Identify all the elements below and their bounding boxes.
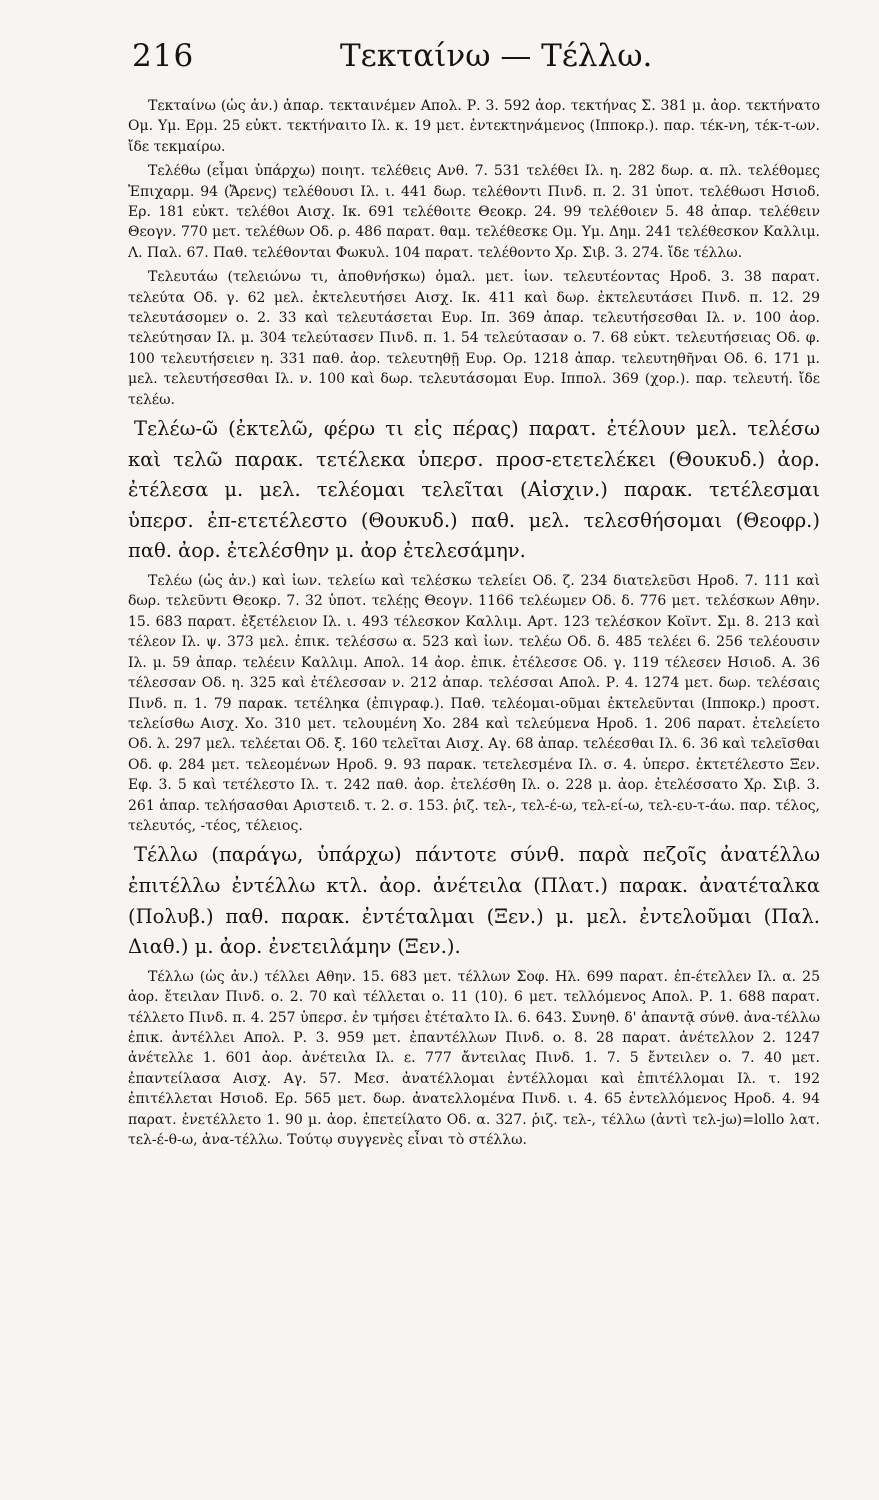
entry-tello-forms: [128, 967, 820, 1151]
entry-telethо: [128, 161, 820, 263]
entry-teleo-forms: [128, 571, 820, 836]
entry-tektaino: [128, 96, 820, 157]
entry-teleo-main: [128, 414, 820, 567]
entry-text: Τελέθω (εἶμαι ὑπάρχω) ποιητ. τελέθεις Ανθ. 7. 531 τελέθει Ιλ. η. 282 δωρ. α. πλ. τελέθομες Ἐπιχαρμ. 94 (Ἄρενς) τελέθουσι Ιλ. ι. 441 δωρ. τελέθοντι Πινδ. π. 2. 31 ὑποτ. τελέθωσι Ησιοδ. Ερ. 181 εὐκτ. τελέθοι Αισχ. Ικ. 691 τελέθοιτε Θεοκρ. 24. 99 τελέθοιεν 5. 48 ἀπαρ. τελέθειν Θεογν. 770 μετ. τελέθων Οδ. ρ. 486 παρατ. θαμ. τελέθεσκε Ομ. Υμ. Δημ. 241 τελέθεσκον Καλλιμ. Λ. Παλ. 67. Παθ. τελέθονται Φωκυλ. 104 παρατ. τελέθοντο Χρ. Σιβ. 3. 274. ἴδε τέλλω.: [128, 163, 820, 261]
entry-teleutao: [128, 267, 820, 410]
entry-text: Τέλλω (ὡς ἀν.) τέλλει Αθην. 15. 683 μετ. τέλλων Σοφ. Ηλ. 699 παρατ. ἐπ-έτελλεν Ιλ. α. 25 ἀορ. ἔτειλαν Πινδ. ο. 2. 70 καὶ τέλλεται ο. 11 (10). 6 μετ. τελλόμενος Απολ. Ρ. 1. 688 παρατ. τέλλετο Πινδ. π. 4. 257 ὑπερσ. ἐν τμήσει ἐτέταλτο Ιλ. 6. 643. Συνηθ. δ' ἀπαντᾷ σύνθ. ἀνα-τέλλω ἐπικ. ἀντέλλει Απολ. Ρ. 3. 959 μετ. ἐπαντέλλων Πινδ. ο. 8. 28 παρατ. ἀνέτελλον 2. 1247 ἀνέτελλε 1. 601 ἀορ. ἀνέτειλα Ιλ. ε. 777 ἄντειλας Πινδ. 1. 7. 5 ἔντειλεν ο. 7. 40 μετ. ἐπαντείλασα Αισχ. Αγ. 57. Μεσ. ἀνατέλλομαι ἐντέλλομαι καὶ ἐπιτέλλομαι Ιλ. τ. 192 ἐπιτέλλεται Ησιοδ. Ερ. 565 μετ. δωρ. ἀνατελλομένα Πινδ. ι. 4. 65 ἐντελλόμενος Ηροδ. 4. 94 παρατ. ἐνετέλλετο 1. 90 μ. ἀορ. ἐπετείλατο Οδ. α. 327. ῥιζ. τελ-, τέλλω (ἀντὶ τελ-jω)=lollo λατ. τελ-έ-θ-ω, ἀνα-τέλλω. Τούτῳ συγγενὲς εἶναι τὸ στέλλω.: [128, 968, 820, 1148]
entry-text: Τελέω (ὡς ἀν.) καὶ ἰων. τελείω καὶ τελέσκω τελείει Οδ. ζ. 234 διατελεῦσι Ηροδ. 7. 111 καὶ δωρ. τελεῦντι Θεοκρ. 7. 32 ὑποτ. τελέῃς Θεογν. 1166 τελέωμεν Οδ. δ. 776 μετ. τελέσκων Αθην. 15. 683 παρατ. ἐξετέλειον Ιλ. ι. 493 τέλεσκον Καλλιμ. Αρτ. 123 τελέσκον Κοϊντ. Σμ. 8. 213 καὶ τέλεον Ιλ. ψ. 373 μελ. ἐπικ. τελέσσω α. 523 καὶ ἰων. τελέω Οδ. δ. 485 τελέει 6. 256 τελέουσιν Ιλ. μ. 59 ἀπαρ. τελέειν Καλλιμ. Απολ. 14 ἀορ. ἐπικ. ἐτέλεσσε Οδ. γ. 119 τέλεσεν Ησιοδ. Α. 36 τέλεσσαν Οδ. η. 325 καὶ ἐτέλεσσαν ν. 212 ἀπαρ. τελέσσαι Απολ. Ρ. 4. 1274 μετ. δωρ. τελέσαις Πινδ. π. 1. 79 παρακ. τετέληκα (ἐπιγραφ.). Παθ. τελέομαι-οῦμαι ἐκτελεῦνται (Ιπποκρ.) προστ. τελείσθω Αισχ. Χο. 310 μετ. τελουμένη Χο. 284 καὶ τελεύμενα Ηροδ. 1. 206 παρατ. ἐτελείετο Οδ. λ. 297 μελ. τελέεται Οδ. ξ. 160 τελεῖται Αισχ. Αγ. 68 ἀπαρ. τελέεσθαι Ιλ. 6. 36 καὶ τελεῖσθαι Οδ. φ. 284 μετ. τελεομένων Ηροδ. 9. 93 παρακ. τετελεσμένα Ιλ. σ. 4. ὑπερσ. ἐκτετέλεστο Ξεν. Εφ. 3. 5 καὶ τετέλεστο Ιλ. τ. 242 παθ. ἀορ. ἐτελέσθη Ιλ. ο. 228 μ. ἀορ. ἐτελέσσατο Χρ. Σιβ. 3. 261 ἀπαρ. τελήσασθαι Αριστειδ. τ. 2. σ. 153. ῥιζ. τελ-, τελ-έ-ω, τελ-εί-ω, τελ-ευ-τ-άω. παρ. τέλος, τελευτός, -τέος, τέλειος.: [128, 573, 820, 834]
entry-text: Τελέω-ῶ (ἐκτελῶ, φέρω τι εἰς πέρας) παρατ. ἐτέλουν μελ. τελέσω καὶ τελῶ παρακ. τετέλεκα ὑπερσ. προσ-ετετελέκει (Θουκυδ.) ἀορ. ἐτέλεσα μ. μελ. τελέομαι τελεῖται (Αἰσχιν.) παρακ. τετέλεσμαι ὑπερσ. ἐπ-ετετέλεστο (Θουκυδ.) παθ. μελ. τελεσθήσομαι (Θεοφρ.) παθ. ἀορ. ἐτελέσθην μ. ἀορ ἐτελεσάμην.: [128, 417, 820, 563]
page-number: 216: [132, 38, 195, 74]
entry-tello-main: [128, 840, 820, 962]
entry-text: Τεκταίνω (ὡς ἀν.) ἀπαρ. τεκταινέμεν Απολ. Ρ. 3. 592 ἀορ. τεκτήνας Σ. 381 μ. ἀορ. τεκτήνατο Ομ. Υμ. Ερμ. 25 εὐκτ. τεκτήναιτο Ιλ. κ. 19 μετ. ἐντεκτηνάμενος (Ιπποκρ.). παρ. τέκ-νη, τέκ-τ-ων. ἴδε τεκμαίρω.: [128, 98, 820, 155]
entry-text: Τελευτάω (τελειώνω τι, ἀποθνήσκω) ὁμαλ. μετ. ἰων. τελευτέοντας Ηροδ. 3. 38 παρατ. τελεύτα Οδ. γ. 62 μελ. ἐκτελευτήσει Αισχ. Ικ. 411 καὶ δωρ. ἐκτελευτάσει Πινδ. π. 12. 29 τελευτάσομεν ο. 2. 33 καὶ τελευτάσεται Ευρ. Ιπ. 369 ἀπαρ. τελευτήσεσθαι Ιλ. ν. 100 ἀορ. τελεύτησαν Ιλ. μ. 304 τελεύτασεν Πινδ. π. 1. 54 τελεύτασαν ο. 7. 68 εὐκτ. τελευτήσειας Οδ. φ. 100 τελευτήσειεν η. 331 παθ. ἀορ. τελευτηθῇ Ευρ. Ορ. 1218 ἀπαρ. τελευτηθῆναι Οδ. 6. 171 μ. μελ. τελευτήσεσθαι Ιλ. ν. 100 καὶ δωρ. τελευτάσομαι Ευρ. Ιππολ. 369 (χορ.). παρ. τελευτή. ἴδε τελέω.: [128, 269, 820, 408]
entry-text: Τέλλω (παράγω, ὑπάρχω) πάντοτε σύνθ. παρὰ πεζοῖς ἀνατέλλω ἐπιτέλλω ἐντέλλω κτλ. ἀορ. ἀνέτειλα (Πλατ.) παρακ. ἀνατέταλκα (Πολυβ.) παθ. παρακ. ἐντέταλμαι (Ξεν.) μ. μελ. ἐντελοῦμαι (Παλ. Διαθ.) μ. ἀορ. ἐνετειλάμην (Ξεν.).: [128, 843, 820, 959]
entries-column: [128, 96, 820, 1154]
running-head: Τεκταίνω — Τέλλω.: [340, 38, 653, 74]
